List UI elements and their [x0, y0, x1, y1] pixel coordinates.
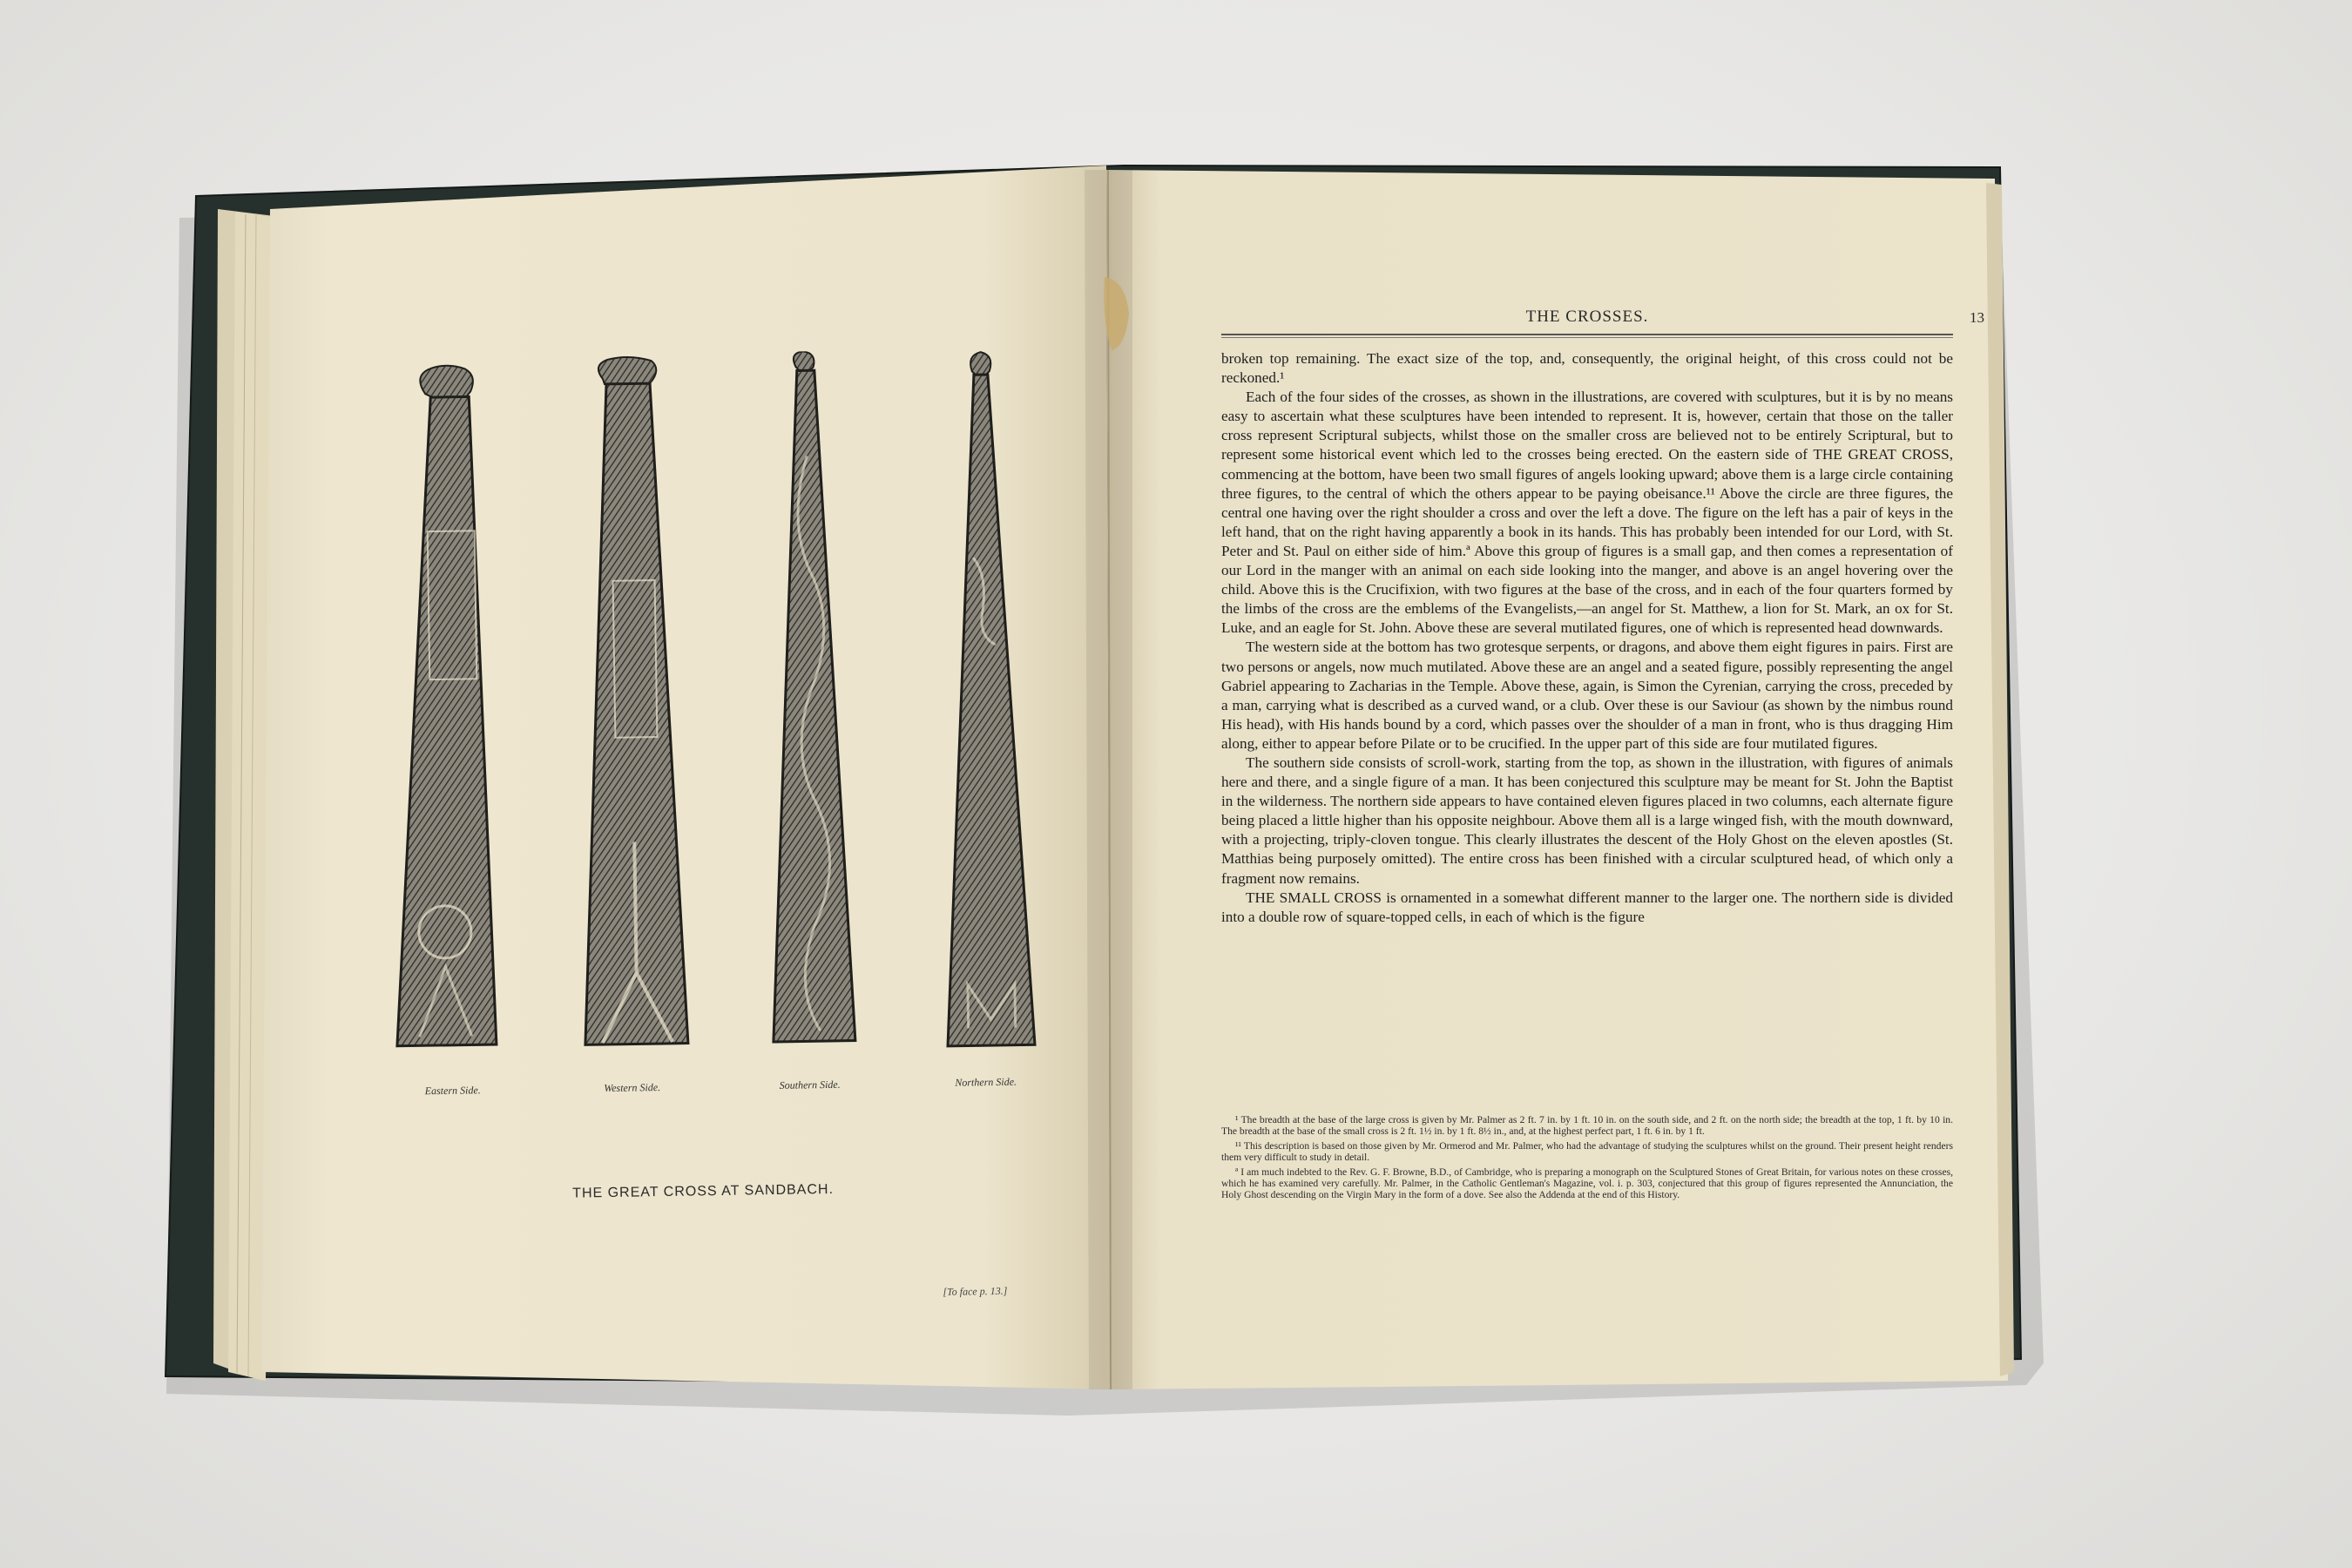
- footnote: ¹ The breadth at the base of the large cross is given by Mr. Palmer as 2 ft. 7 in. by 1 ft. 10 in. on the south side, and 2 ft. on the north side; the breadth at the top, 1 ft. by 10 in. The breadth at the base of the small cross is 2 ft. 1½ in. by 1 ft. 8½ in., and, at the highest perfect part, 1 ft. 6 in. by 1 ft.: [1221, 1114, 1953, 1138]
- caption-western-side: Western Side.: [604, 1081, 661, 1095]
- paragraph: broken top remaining. The exact size of the top, and, consequently, the original height, of this cross could not be reckoned.¹: [1221, 350, 1953, 387]
- body-text: [1221, 349, 1953, 927]
- to-face-note: [To face p. 13.]: [943, 1284, 1008, 1298]
- northern-side-cross: [937, 351, 1035, 1045]
- caption-northern-side: Northern Side.: [955, 1075, 1017, 1089]
- header-rule: [1221, 334, 1953, 335]
- page-header: [1221, 306, 1984, 332]
- footnote: ¹¹ This description is based on those given by Mr. Ormerod and Mr. Palmer, who had the advantage of studying the sculptures whilst on the ground. Their present height renders them very difficult to study in detail.: [1221, 1139, 1953, 1164]
- paragraph: THE SMALL CROSS is ornamented in a somewhat different manner to the larger one. The northern side is divided into a double row of square-topped cells, in each of which is the figure: [1221, 889, 1953, 925]
- footnote: ª I am much indebted to the Rev. G. F. Browne, B.D., of Cambridge, who is preparing a monograph on the Sculptured Stones of Great Britain, for various notes on these crosses, which he has examined very carefully. Mr. Palmer, in the Catholic Gentleman's Magazine, vol. i. p. 303, conjectured that this group of figures represented the Annunciation, the Holy Ghost descending on the Virgin Mary in the form of a dove. See also the Addenda at the end of this History.: [1221, 1166, 1953, 1201]
- running-head: THE CROSSES.: [1525, 308, 1649, 326]
- caption-southern-side: Southern Side.: [779, 1078, 841, 1092]
- paragraph: Each of the four sides of the crosses, as shown in the illustrations, are covered with sculptures, but it is by no means easy to ascertain what these sculptures have been intended to represent. It is, however, certain that those on the taller cross represent Scriptural subjects, whilst those on the smaller cross are believed not to be entirely Scriptural, but to represent some historical event which led to the crosses being erected. On the eastern side of THE GREAT CROSS, commencing at the bottom, have been two small figures of angels looking upward; above them is a large circle containing three figures, to the central of which the others appear to be paying obeisance.¹¹ Above the circle are three figures, the central one having over the right shoulder a cross and over the left a dove. The figure on the left has a pair of keys in the left hand, that on the right having apparently a book in its hands. This has probably been intended for our Lord, with St. Peter and St. Paul on either side of him.ª Above this group of figures is a small gap, and then comes a representation of our Lord in the manger with an animal on each side looking into the manger, and above is an angel hovering over the child. Above this is the Crucifixion, with two figures at the base of the cross, and in each of the four quarters formed by the limbs of the cross are the emblems of the Evangelists,—an angel for St. Matthew, a lion for St. Mark, an ox for St. Luke, and an eagle for St. John. Above these are several mutilated figures, one of which is represented head downwards.: [1221, 389, 1953, 637]
- western-side-cross: [575, 356, 688, 1044]
- southern-side-cross: [762, 351, 855, 1042]
- crosses-illustration: [375, 348, 1049, 1142]
- eastern-side-cross: [387, 365, 497, 1046]
- paragraph: The western side at the bottom has two grotesque serpents, or dragons, and above them eight figures in pairs. First are two persons or angels, now much mutilated. Above these are an angel and a seated figure, possibly representing the angel Gabriel appearing to Zacharias in the Temple. Above these, again, is Simon the Cyrenian, carrying the cross, preceded by a man, carrying what is described as a curved wand, or a club. Over these is our Saviour (as shown by the nimbus round His head), with His hands bound by a cord, which passes over the shoulder of a man in front, who is thus dragging Him along, either to appear before Pilate or to be crucified. In the upper part of this side are four mutilated figures.: [1221, 639, 1953, 752]
- paragraph: The southern side consists of scroll-work, starting from the top, as shown in the illustration, with figures of animals here and there, and a single figure of a man. It has been conjectured this sculpture may be meant for St. John the Baptist in the wilderness. The northern side appears to have contained eleven figures placed in two columns, each alternate figure being placed a little higher than his opposite neighbour. Above them all is a large winged fish, with the mouth downward, with a projecting, triply-cloven tongue. This clearly illustrates the descent of the Holy Ghost on the eleven apostles (St. Matthias being purposely omitted). The entire cross has been finished with a circular sculptured head, of which only a fragment now remains.: [1221, 754, 1953, 887]
- text-page: [1124, 179, 1995, 1381]
- footnotes: [1221, 1114, 1953, 1204]
- left-plate-page: [267, 151, 1126, 1394]
- caption-eastern-side: Eastern Side.: [424, 1084, 481, 1098]
- plate-title: THE GREAT CROSS AT SANDBACH.: [572, 1181, 835, 1201]
- page-number: 13: [1970, 309, 1984, 326]
- header-rule-thin: [1221, 337, 1953, 338]
